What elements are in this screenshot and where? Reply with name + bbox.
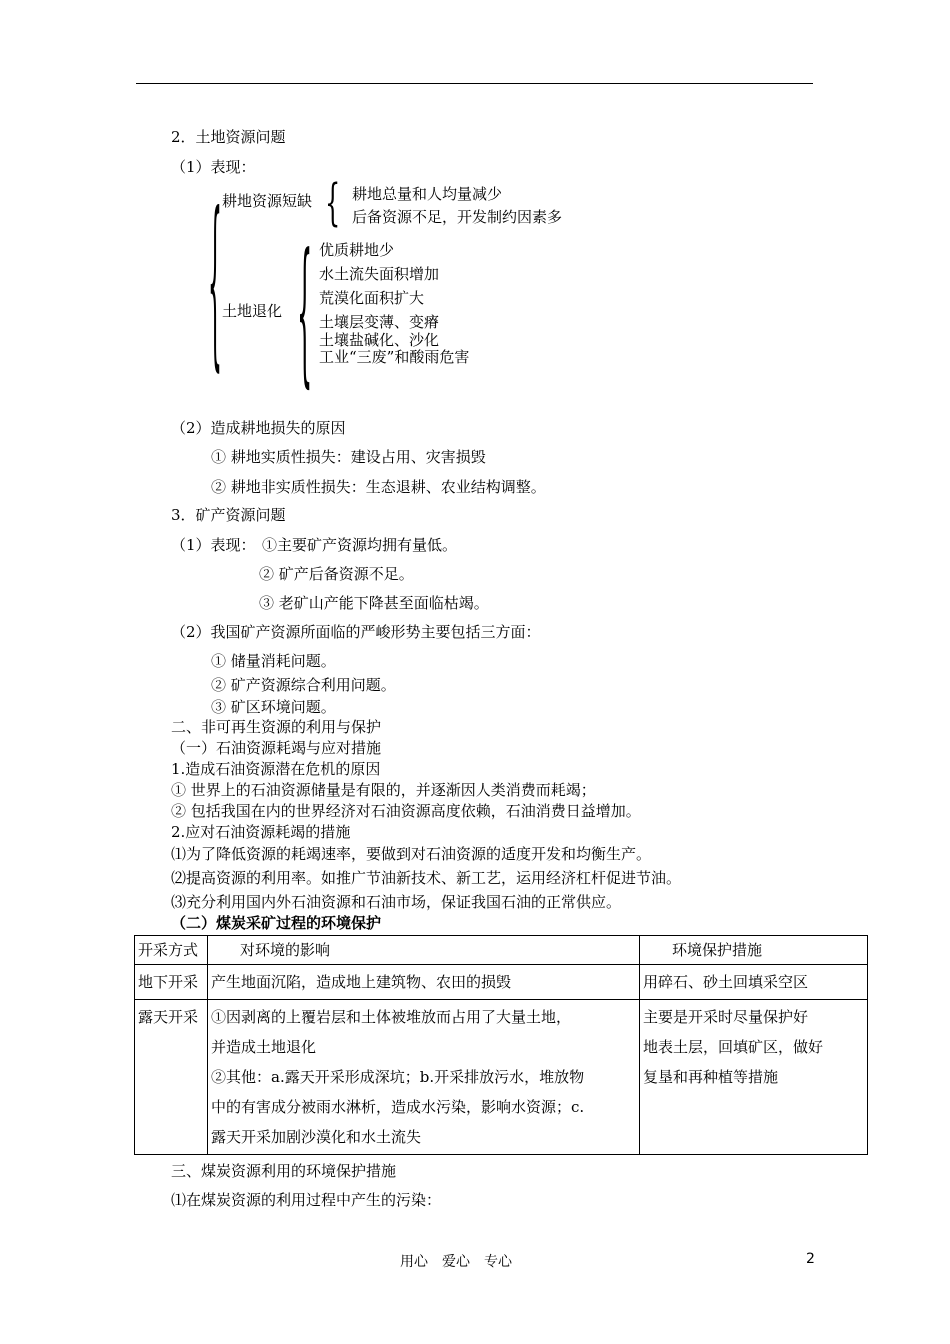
degradation-item: 土壤盐碱化、沙化	[319, 331, 440, 349]
degradation-label: 土地退化	[222, 302, 283, 320]
degradation-item: 水土流失面积增加	[319, 265, 440, 283]
table-header-cell: 环境保护措施	[640, 936, 868, 965]
coal-subtitle: （二）煤炭采矿过程的环境保护	[171, 914, 382, 932]
oil-reason-title: 1.造成石油资源潜在危机的原因	[171, 760, 381, 778]
causes-title: （2）造成耕地损失的原因	[171, 419, 346, 437]
table-cell: 产生地面沉陷，造成地上建筑物、农田的损毁	[208, 965, 640, 1000]
oil-measure-item: ⑶充分利用国内外石油资源和石油市场，保证我国石油的正常供应。	[171, 893, 622, 911]
table-header-cell: 对环境的影响	[208, 936, 640, 965]
mineral-performance-item: ③ 老矿山产能下降甚至面临枯竭。	[259, 594, 489, 612]
shortage-label: 耕地资源短缺	[222, 192, 313, 210]
cause-item: ② 耕地非实质性损失：生态退耕、农业结构调整。	[211, 478, 546, 496]
coal-mining-table	[134, 935, 868, 1155]
shortage-brace: {	[325, 174, 341, 232]
header-rule	[136, 83, 813, 84]
table-cell: 地下开采	[135, 965, 208, 1000]
land-performance-label: （1）表现：	[171, 158, 256, 176]
page-number: 2	[806, 1251, 815, 1267]
degradation-brace: {	[297, 224, 313, 404]
measure-line: 复垦和再种植等措施	[643, 1068, 779, 1086]
table-cell: 用碎石、砂土回填采空区	[640, 965, 868, 1000]
severe-title: （2）我国矿产资源所面临的严峻形势主要包括三方面：	[171, 623, 541, 641]
section-title-mineral: 3．矿产资源问题	[171, 506, 286, 524]
measure-line: 地表土层，回填矿区，做好	[643, 1038, 824, 1056]
table-cell	[208, 1000, 640, 1155]
part2-title: 二、非可再生资源的利用与保护	[171, 718, 382, 736]
degradation-item: 土壤层变薄、变瘠	[319, 313, 440, 331]
outer-brace: {	[208, 178, 222, 390]
mineral-performance-item: ② 矿产后备资源不足。	[259, 565, 414, 583]
cause-item: ① 耕地实质性损失：建设占用、灾害损毁	[211, 448, 486, 466]
mineral-performance-item: ①主要矿产资源均拥有量低。	[262, 536, 458, 554]
degradation-item: 优质耕地少	[319, 241, 395, 259]
severe-item: ③ 矿区环境问题。	[211, 698, 336, 716]
table-cell: 露天开采	[135, 1000, 208, 1155]
impact-line: 中的有害成分被雨水淋析，造成水污染，影响水资源；c.	[211, 1098, 585, 1116]
impact-line: 露天开采加剧沙漠化和水土流失	[211, 1128, 422, 1146]
part3-title: 三、煤炭资源利用的环境保护措施	[171, 1162, 397, 1180]
section-title-land: 2．土地资源问题	[171, 128, 286, 146]
impact-line: ②其他：a.露天开采形成深坑；b.开采排放污水，堆放物	[211, 1068, 585, 1086]
table-cell	[640, 1000, 868, 1155]
table-header-row	[135, 936, 868, 965]
oil-reason-item: ② 包括我国在内的世界经济对石油资源高度依赖，石油消费日益增加。	[171, 802, 641, 820]
part3-item: ⑴在煤炭资源的利用过程中产生的污染：	[171, 1191, 442, 1209]
oil-reason-item: ① 世界上的石油资源储量是有限的，并逐渐因人类消费而耗竭；	[171, 781, 596, 799]
impact-line: ①因剥离的上覆岩层和土体被堆放而占用了大量土地，	[211, 1008, 572, 1026]
severe-item: ② 矿产资源综合利用问题。	[211, 676, 396, 694]
footer-motto: 用心 爱心 专心	[400, 1254, 512, 1270]
table-header-cell: 开采方式	[135, 936, 208, 965]
table-row	[135, 1000, 868, 1155]
oil-subtitle: （一）石油资源耗竭与应对措施	[171, 739, 382, 757]
oil-measure-item: ⑴为了降低资源的耗竭速率，要做到对石油资源的适度开发和均衡生产。	[171, 845, 652, 863]
oil-measure-title: 2.应对石油资源耗竭的措施	[171, 823, 351, 841]
shortage-item: 耕地总量和人均量减少	[352, 185, 503, 203]
table-row	[135, 965, 868, 1000]
shortage-item: 后备资源不足，开发制约因素多	[352, 208, 563, 226]
impact-line: 并造成土地退化	[211, 1038, 317, 1056]
mineral-performance-label: （1）表现：	[171, 536, 256, 554]
degradation-item: 荒漠化面积扩大	[319, 289, 425, 307]
severe-item: ① 储量消耗问题。	[211, 652, 336, 670]
degradation-item: 工业“三废”和酸雨危害	[319, 348, 470, 366]
measure-line: 主要是开采时尽量保护好	[643, 1008, 809, 1026]
oil-measure-item: ⑵提高资源的利用率。如推广节油新技术、新工艺，运用经济杠杆促进节油。	[171, 869, 682, 887]
